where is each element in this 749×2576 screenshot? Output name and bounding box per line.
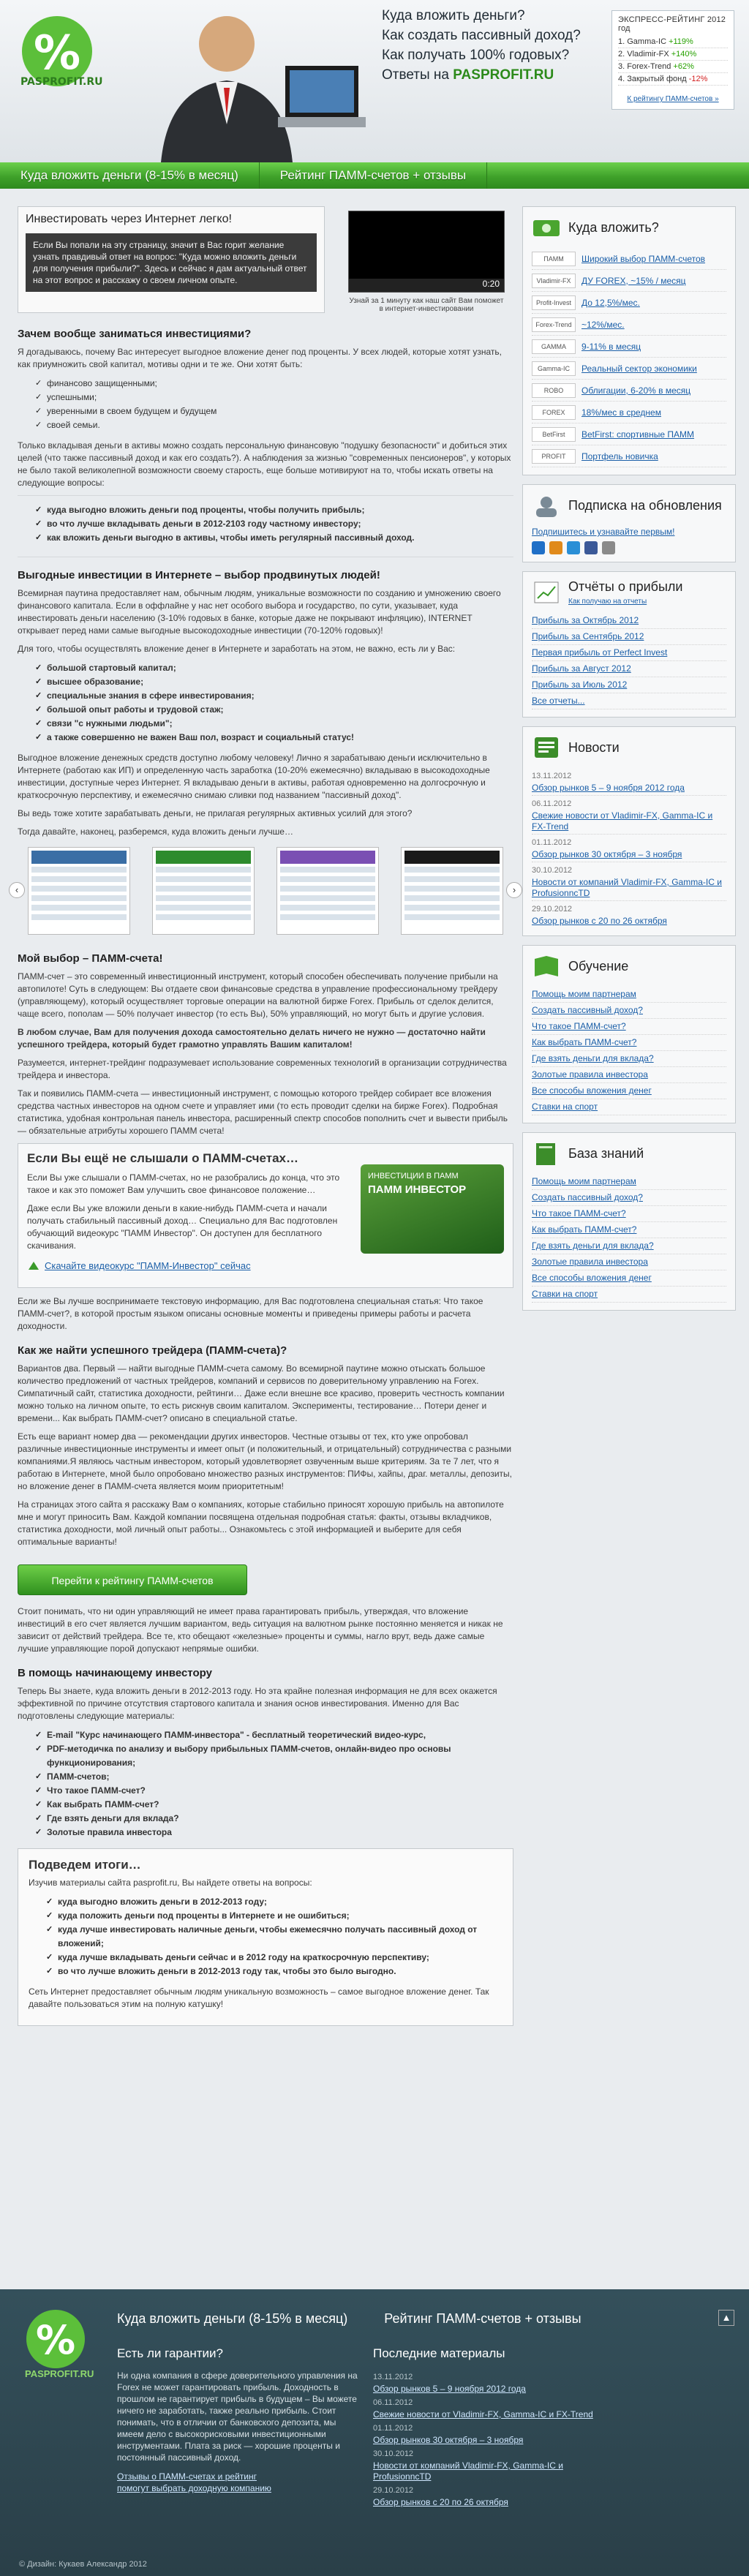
carousel-next-icon[interactable]: › xyxy=(506,882,522,898)
latest-link[interactable]: Обзор рынков с 20 по 26 октября xyxy=(373,2497,508,2507)
facebook-icon[interactable] xyxy=(584,541,598,554)
section-title: В помощь начинающему инвестору xyxy=(18,1667,212,1679)
download-course-link[interactable] xyxy=(27,1259,504,1271)
paragraph: Вы ведь тоже хотите зарабатывать деньги, не прилагая регулярных активных усилий для этого? xyxy=(18,808,413,818)
kb-item[interactable] xyxy=(532,1254,726,1270)
where-item-label[interactable]: Широкий выбор ПАММ-счетов xyxy=(581,253,706,264)
subscribe-icon xyxy=(532,492,561,519)
broker-logo: Forex-Trend xyxy=(532,317,576,332)
report-link[interactable]: Прибыль за Август 2012 xyxy=(532,663,631,674)
kb-link[interactable]: Золотые правила инвестора xyxy=(532,1257,648,1267)
where-item[interactable] xyxy=(532,445,726,467)
where-item-label[interactable]: 18%/мес в среднем xyxy=(581,407,661,418)
list-item: ✓ успешными; xyxy=(35,391,513,404)
list-item: ✓ своей семьи. xyxy=(35,418,513,432)
report-item[interactable] xyxy=(532,613,726,629)
learning-item[interactable] xyxy=(532,1083,726,1099)
pamm-box-title: Если Вы ещё не слышали о ПАММ-счетах… xyxy=(27,1151,299,1165)
news-link[interactable]: Свежие новости от Vladimir-FX, Gamma-IC и FX-Trend xyxy=(532,810,713,832)
list-item: ✓ куда лучше вкладывать деньги сейчас и в 2012 году на краткосрочную перспективу; xyxy=(46,1951,503,1965)
carousel-prev-icon[interactable]: ‹ xyxy=(9,882,25,898)
express-name: 1. Gamma-IC xyxy=(618,37,667,46)
bullet-list xyxy=(35,661,513,745)
chart-icon xyxy=(532,579,561,606)
hero-question: Куда вложить деньги? xyxy=(382,8,525,23)
broker-logo: Gamma-IC xyxy=(532,361,576,376)
paragraph: Есть еще вариант номер два — рекомендации других инвесторов. Честные отзывы от тех, кто уже опробовал различные инвестиционные инструменты и имеет опыт (и положительный, и отрицательный) сотрудничества с разными компаниями.Я являюсь частным инвестором, который удовлетворяет озвученным выше критериям. За те 7 лет, что я работаю в Интернете, мной было опробовано множество разных инструментов: ПИФы, хайпы, драг. металлы, депозиты, но вложение денег в ПАММ-счета является моим приоритетным! xyxy=(18,1431,513,1491)
news-link[interactable]: Обзор рынков 30 октября – 3 ноября xyxy=(532,849,682,859)
broker-logo: FOREX xyxy=(532,405,576,420)
where-item[interactable] xyxy=(532,270,726,292)
kb-item[interactable] xyxy=(532,1222,726,1238)
list-item[interactable]: ✓ Где взять деньги для вклада? xyxy=(35,1812,513,1826)
questions-block xyxy=(18,495,513,557)
answers-prefix: Ответы на xyxy=(382,67,449,83)
footer-logo-text[interactable]: PASPROFIT.RU xyxy=(25,2368,94,2379)
main-content xyxy=(15,206,516,2026)
learning-link[interactable]: Все способы вложения денег xyxy=(532,1085,652,1096)
reports-subtitle-link[interactable]: Как получаю на отчеты xyxy=(568,598,647,606)
where-item[interactable] xyxy=(532,423,726,445)
vk-icon[interactable] xyxy=(532,541,545,554)
screenshot-carousel xyxy=(15,847,516,941)
where-item[interactable] xyxy=(532,248,726,270)
report-link[interactable]: Все отчеты... xyxy=(532,696,585,706)
paragraph: Выгодное вложение денежных средств доступно любому человеку! Лично я зарабатываю деньги исключительно в Интернете (работаю как ИП) и определенную часть заработка (10-20% ежемесячно) вкладываю в высокодоходные инвестиции, доступные через Интернет. Я вкладываю деньги в активы, работая одновременно на долгосрочную и краткосрочную перспективу, и ежемесячно снимаю сливки под названием "пассивный доход". xyxy=(18,753,490,800)
paragraph: ПАММ-счет – это современный инвестиционный инструмент, который способен обеспечивать получение прибыли на автопилоте! Суть в следующем: Вы отдаете свои финансовые средства в управление профессиональному трейдеру (управляющему), который осуществляет торговые операции на валютной бирже Forex. Прибыль от сделок делится, чаще всего, пополам — 50% получает инвестор (то есть Вы), 50% управляющий, но могут быть и другие условия. xyxy=(18,971,498,1019)
latest-link[interactable]: Обзор рынков 5 – 9 ноября 2012 года xyxy=(373,2384,526,2394)
express-rating-title: ЭКСПРЕСС-РЕЙТИНГ 2012 год xyxy=(618,15,726,33)
express-name: 3. Forex-Trend xyxy=(618,62,671,71)
learning-item[interactable] xyxy=(532,1019,726,1035)
list-item: ✓ высшее образование; xyxy=(35,675,513,689)
express-rating-row[interactable] xyxy=(618,36,728,48)
latest-item[interactable] xyxy=(373,2447,614,2483)
video-controls[interactable] xyxy=(349,279,504,292)
learning-box xyxy=(522,945,736,1123)
footer-nav-where-invest[interactable]: Куда вложить деньги (8-15% в месяц) xyxy=(117,2311,348,2326)
kb-item[interactable] xyxy=(532,1238,726,1254)
sidebar xyxy=(522,206,736,1319)
carousel-thumb[interactable] xyxy=(28,847,130,935)
hero-question: Как получать 100% годовых? xyxy=(382,48,570,63)
where-item[interactable] xyxy=(532,314,726,336)
news-date: 30.10.2012 xyxy=(532,866,573,875)
copyright: © Дизайн: Кукаев Александр 2012 xyxy=(19,2560,147,2569)
carousel-thumb[interactable] xyxy=(401,847,503,935)
report-item[interactable] xyxy=(532,645,726,661)
summary-box xyxy=(18,1848,513,2026)
video-duration: 0:20 xyxy=(482,279,500,289)
list-item[interactable]: ✓ Как выбрать ПАММ-счет? xyxy=(35,1798,513,1812)
reports-box xyxy=(522,571,736,718)
pamm-course-box xyxy=(18,1143,513,1288)
where-item-label[interactable]: 9-11% в месяц xyxy=(581,341,641,352)
where-item[interactable] xyxy=(532,402,726,423)
broker-logo: ПАММ xyxy=(532,252,576,266)
kb-link[interactable]: Все способы вложения денег xyxy=(532,1273,652,1283)
learning-link[interactable]: Ставки на спорт xyxy=(532,1101,598,1112)
nav-where-invest[interactable]: Куда вложить деньги (8-15% в месяц) xyxy=(0,162,260,189)
guarantee-text: Ни одна компания в сфере доверительного управления на Forex не может гарантировать прибыль. Доходность в прошлом не гарантирует прибыль в будущем – Вы можете ничего не заработать, также реально прибыль. Стоит понимать, что в отличии от банковского депозита, мы имеем дело с высокорисковыми инвестиционными инструментами. Плата за риск — хорошие проценты и постоянный пассивный доход. xyxy=(117,2370,358,2463)
list-item: ✓ во что лучше вкладывать деньги в 2012-2103 году частному инвестору; xyxy=(35,517,513,531)
report-item[interactable] xyxy=(532,629,726,645)
report-link[interactable]: Прибыль за Октябрь 2012 xyxy=(532,615,639,625)
news-item[interactable] xyxy=(532,901,726,928)
hero-questions xyxy=(382,6,601,85)
paragraph: Если Вы уже слышали о ПАММ-счетах, но не разобрались до конца, что это такое и как это поможет Вам улучшить свое финансовое положение… xyxy=(27,1172,340,1195)
latest-date: 01.11.2012 xyxy=(373,2424,413,2433)
where-item-label[interactable]: Облигации, 6-20% в месяц xyxy=(581,385,691,396)
kb-item[interactable] xyxy=(532,1287,726,1303)
report-link[interactable]: Первая прибыль от Perfect Invest xyxy=(532,647,668,658)
kb-item[interactable] xyxy=(532,1190,726,1206)
list-item: ✓ куда лучше инвестировать наличные деньги, чтобы ежемесячно получать пассивный доход от вложений; xyxy=(46,1923,503,1951)
where-item[interactable] xyxy=(532,358,726,380)
paragraph: Для того, чтобы осуществлять вложение денег в Интернете и заработать на этом, не важно, есть ли у Вас: xyxy=(18,644,456,654)
learning-item[interactable] xyxy=(532,1067,726,1083)
rss-icon[interactable] xyxy=(549,541,562,554)
list-item[interactable]: ✓ PDF-методичка по анализу и выбору прибыльных ПАММ-счетов, онлайн-видео про основы функционирования; xyxy=(35,1742,513,1770)
kb-link[interactable]: Помощь моим партнерам xyxy=(532,1176,636,1186)
broker-logo: GAMMA xyxy=(532,339,576,354)
express-value: -12% xyxy=(688,75,708,83)
list-item: ✓ большой стартовый капитал; xyxy=(35,661,513,675)
hero-answers xyxy=(382,65,601,85)
knowledge-base-box xyxy=(522,1132,736,1311)
kb-link[interactable]: Что такое ПАММ-счет? xyxy=(532,1208,626,1219)
paragraph: Всемирная паутина предоставляет нам, обычным людям, уникальные возможности по созданию и умножению своего финансового капитала. Если в оффлайне у нас нет особого выбора и государство, по сути, указывает, куда инвестировать деньги населению (3-10% годовых в банке, которые даже не покрывают инфляцию), INTERNET открывает перед нами самые выгодные высокодоходные инвестиции (70-120% годовых)! xyxy=(18,588,501,636)
list-item: ✓ уверенными в своем будущем и будущем xyxy=(35,404,513,418)
list-item: ✓ во что лучше вложить деньги в 2012-2013 году так, чтобы это было выгодно. xyxy=(46,1965,503,1978)
intro-text: Если Вы попали на эту страницу, значит в Вас горит желание узнать правдивый ответ на вопрос: "Куда можно вложить деньги для получения прибыли?". Здесь и сейчас я дам актуальный ответ на этот вопрос и расскажу о своем личном опыте. xyxy=(26,233,317,292)
where-item[interactable] xyxy=(532,336,726,358)
learning-link[interactable]: Золотые правила инвестора xyxy=(532,1069,648,1080)
kb-link[interactable]: Где взять деньги для вклада? xyxy=(532,1240,654,1251)
hero-question: Как создать пассивный доход? xyxy=(382,28,581,43)
where-item[interactable] xyxy=(532,292,726,314)
latest-link[interactable]: Свежие новости от Vladimir-FX, Gamma-IC и FX-Trend xyxy=(373,2409,593,2419)
news-box xyxy=(522,726,736,936)
broker-logo: Profit-Invest xyxy=(532,295,576,310)
where-item-label[interactable]: ДУ FOREX, ~15% / месяц xyxy=(581,275,686,286)
video-caption: Узнай за 1 минуту как наш сайт Вам поможет в интернет-инвестировании xyxy=(349,297,504,313)
express-rating-link[interactable]: К рейтингу ПАММ-счетов » xyxy=(627,95,719,103)
news-date: 13.11.2012 xyxy=(532,772,572,780)
learning-title: Обучение xyxy=(568,958,629,973)
subscribe-link[interactable]: Подпишитесь и узнавайте первым! xyxy=(532,527,675,537)
learning-item[interactable] xyxy=(532,1051,726,1067)
paragraph: Тогда давайте, наконец, разберемся, куда вложить деньги лучше… xyxy=(18,826,293,837)
paragraph: Даже если Вы уже вложили деньги в какие-нибудь ПАММ-счета и начали получать стабильный пассивный доход… Специально для Вас подготовлен обучающий видеокурс "ПАММ Инвестор". Он доступен для бесплатного скачивания. xyxy=(27,1203,338,1251)
download-course-label[interactable]: Скачайте видеокурс "ПАММ-Инвестор" сейчас xyxy=(45,1259,251,1271)
learning-item[interactable] xyxy=(532,1099,726,1115)
latest-title: Последние материалы xyxy=(373,2346,505,2360)
site-footer xyxy=(0,2289,749,2576)
where-item-label[interactable]: До 12,5%/мес. xyxy=(581,297,640,308)
learning-link[interactable]: Как выбрать ПАММ-счет? xyxy=(532,1037,637,1047)
news-item[interactable] xyxy=(532,862,726,901)
report-item[interactable] xyxy=(532,677,726,693)
where-item-label[interactable]: Портфель новичка xyxy=(581,451,658,462)
list-item: ✓ большой опыт работы и трудовой стаж; xyxy=(35,703,513,717)
kb-item[interactable] xyxy=(532,1174,726,1190)
mail-icon[interactable] xyxy=(602,541,615,554)
news-item[interactable] xyxy=(532,835,726,862)
kb-link[interactable]: Как выбрать ПАММ-счет? xyxy=(532,1224,637,1235)
news-date: 06.11.2012 xyxy=(532,799,572,808)
learning-link[interactable]: Что такое ПАММ-счет? xyxy=(532,1021,626,1031)
where-item-label[interactable]: BetFirst: спортивные ПАММ xyxy=(581,429,695,440)
kb-item[interactable] xyxy=(532,1270,726,1287)
paragraph: Если же Вы лучше воспринимаете текстовую информацию, для Вас подготовлена специальная статья: Что такое ПАММ-счет?, в которой простым языком описаны основные моменты и приведены примеры работы и расчета доходности. xyxy=(18,1296,483,1331)
latest-link[interactable]: Обзор рынков 30 октября – 3 ноября xyxy=(373,2435,524,2445)
carousel-thumb[interactable] xyxy=(276,847,379,935)
paragraph: В любом случае, Вам для получения дохода самостоятельно делать ничего не нужно — достаточно найти успешного трейдера, который будет грамотно управлять Вашим капиталом! xyxy=(18,1027,486,1050)
guarantee-link[interactable]: помогут выбрать доходную компанию xyxy=(117,2483,271,2493)
list-item: ✓ как вложить деньги выгодно в активы, чтобы иметь регулярный пассивный доход. xyxy=(35,531,513,545)
broker-logo: BetFirst xyxy=(532,427,576,442)
kb-link[interactable]: Ставки на спорт xyxy=(532,1289,598,1299)
list-item: ✓ связи "с нужными людьми"; xyxy=(35,717,513,731)
news-link[interactable]: Обзор рынков 5 – 9 ноября 2012 года xyxy=(532,783,685,793)
footer-nav-pamm-rating[interactable]: Рейтинг ПАММ-счетов + отзывы xyxy=(384,2311,581,2326)
svg-text:%: % xyxy=(35,2317,76,2363)
summary-title: Подведем итоги… xyxy=(29,1858,141,1872)
reports-title: Отчёты о прибыли xyxy=(568,579,683,594)
carousel-thumb[interactable] xyxy=(152,847,255,935)
where-item-label[interactable]: ~12%/мес. xyxy=(581,319,625,330)
site-header xyxy=(0,0,749,162)
news-item[interactable] xyxy=(532,796,726,835)
logo-text[interactable]: PASPROFIT.RU xyxy=(20,76,103,88)
twitter-icon[interactable] xyxy=(567,541,580,554)
learning-item[interactable] xyxy=(532,1003,726,1019)
list-item[interactable]: ✓ ПАММ-счетов; xyxy=(35,1770,513,1784)
broker-logo: Vladimir-FX xyxy=(532,274,576,288)
learning-item[interactable] xyxy=(532,1035,726,1051)
express-name: 4. Закрытый фонд xyxy=(618,75,687,83)
pamm-course-image[interactable] xyxy=(361,1164,504,1254)
section-title: Выгодные инвестиции в Интернете – выбор продвинутых людей! xyxy=(18,569,380,581)
learning-link[interactable]: Создать пассивный доход? xyxy=(532,1005,643,1015)
news-date: 29.10.2012 xyxy=(532,905,573,914)
where-item-label[interactable]: Реальный сектор экономики xyxy=(581,363,697,374)
paragraph: Я догадываюсь, почему Вас интересует выгодное вложение денег под проценты. У всех людей, которые хотят узнать, как приумножить свой капитал, мотивы одни и те же. Они хотят быть: xyxy=(18,347,503,369)
pamm-img-title: ПАММ ИНВЕСТОР xyxy=(368,1183,467,1196)
news-title: Новости xyxy=(568,739,620,755)
latest-date: 30.10.2012 xyxy=(373,2449,414,2458)
paragraph: На страницах этого сайта я расскажу Вам о компаниях, которые стабильно приносят хорошую прибыль на автопилоте мне и могут приносить Вам. Каждой компании посвящена отдельная подробная статья: факты, отзывы вкладчиков, статистика доходности, мой личный опыт работы... Ознакомьтесь с этой информацией и выберите для себя оптимальные варианты! xyxy=(18,1499,504,1547)
footer-guarantee xyxy=(117,2346,358,2494)
intro-title: Инвестировать через Интернет легко! xyxy=(26,213,232,225)
latest-item[interactable] xyxy=(373,2421,614,2447)
book-icon xyxy=(532,953,561,979)
guarantee-title: Есть ли гарантии? xyxy=(117,2346,223,2360)
scroll-top-icon[interactable]: ▲ xyxy=(718,2310,734,2326)
bullet-list xyxy=(35,377,513,432)
report-item[interactable] xyxy=(532,693,726,709)
express-value: +140% xyxy=(671,50,697,59)
learning-link[interactable]: Помощь моим партнерам xyxy=(532,989,636,999)
paragraph: Стоит понимать, что ни один управляющий не имеет права гарантировать прибыль, утверждая, что вложение инвестиций в его счет является лучшим вариантом, ведь ситуация на валютном рынке постоянно меняется и никак не зависит от действий трейдера. Все те, кто обещают «железные» проценты и суммы, нагло врут, ведь даже самые лучшие управляющие порой допускают непрямые ошибки. xyxy=(18,1606,503,1654)
top-nav xyxy=(0,162,749,189)
paragraph: Разумеется, интернет-трейдинг подразумевает использование современных технологий в организации сотрудничества трейдера и инвестора. xyxy=(18,1058,507,1080)
paragraph: Только вкладывая деньги в активы можно создать персональную финансовую "подушку безопасности" и добиться этих целей (что также пассивный доход и как его создать?). А наблюдения за жизнью "современных пенсионеров", у которых не было такой великолепной возможности своему старость, еще больше мотивируют на то, чтобы искать ответы на следующие вопросы: xyxy=(18,440,511,488)
express-name: 2. Vladimir-FX xyxy=(618,50,669,59)
section-title: Зачем вообще заниматься инвестициями? xyxy=(18,328,252,340)
broker-logo: ROBO xyxy=(532,383,576,398)
pamm-rating-button[interactable]: Перейти к рейтингу ПАММ-счетов xyxy=(18,1564,247,1595)
bullet-list xyxy=(46,1895,503,1978)
where-item[interactable] xyxy=(532,380,726,402)
list-item: ✓ куда положить деньги под проценты в Интернете и не ошибиться; xyxy=(46,1909,503,1923)
express-rating-row[interactable] xyxy=(618,61,728,73)
list-item: ✓ специальные знания в сфере инвестирования; xyxy=(35,689,513,703)
section-title: Мой выбор – ПАММ-счета! xyxy=(18,952,163,965)
bullet-list xyxy=(35,1728,513,1839)
list-item[interactable]: ✓ Что такое ПАММ-счет? xyxy=(35,1784,513,1798)
answers-brand: PASPROFIT.RU xyxy=(453,67,554,83)
list-item: ✓ финансово защищенными; xyxy=(35,377,513,391)
where-invest-box xyxy=(522,206,736,475)
learning-item[interactable] xyxy=(532,987,726,1003)
list-item: ✓ куда выгодно вложить деньги в 2012-2013 году; xyxy=(46,1895,503,1909)
latest-date: 29.10.2012 xyxy=(373,2486,414,2495)
paragraph: Сеть Интернет предоставляет обычным людям уникальную возможность – самое выгодное вложение денег. Так давайте пользоваться этим на полную катушку! xyxy=(29,1986,489,2009)
latest-link[interactable]: Новости от компаний Vladimir-FX, Gamma-IC и ProfusionncTD xyxy=(373,2460,563,2482)
subscribe-title: Подписка на обновления xyxy=(568,497,722,513)
list-item[interactable]: ✓ Золотые правила инвестора xyxy=(35,1826,513,1839)
kb-link[interactable]: Создать пассивный доход? xyxy=(532,1192,643,1202)
intro-box xyxy=(18,206,325,313)
latest-date: 06.11.2012 xyxy=(373,2398,413,2407)
pamm-img-caption: ИНВЕСТИЦИИ В ПАММ xyxy=(368,1172,459,1180)
laptop-image xyxy=(278,59,366,139)
express-value: +62% xyxy=(673,62,694,71)
express-rating-row[interactable] xyxy=(618,48,728,61)
paragraph: Теперь Вы знаете, куда вложить деньги в 2012-2013 году. Но эта крайне полезная информация не для всех окажется эффективной по причине отсутствия стартового капитала и знания основ инвестирования. Именно для Вас подготовлены следующие материалы: xyxy=(18,1686,497,1721)
news-date: 01.11.2012 xyxy=(532,838,572,847)
express-value: +119% xyxy=(669,37,693,46)
list-item[interactable]: ✓ E-mail "Курс начинающего ПАММ-инвестора" - бесплатный теоретический видео-курс, xyxy=(35,1728,513,1742)
nav-pamm-rating[interactable]: Рейтинг ПАММ-счетов + отзывы xyxy=(260,162,487,189)
list-item: ✓ куда выгодно вложить деньги под проценты, чтобы получить прибыль; xyxy=(35,503,513,517)
folder-icon xyxy=(532,1140,561,1167)
latest-item[interactable] xyxy=(373,2483,614,2509)
guarantee-link[interactable]: Отзывы о ПАММ-счетах и рейтинг xyxy=(117,2471,257,2482)
paragraph: Вариантов два. Первый — найти выгодные ПАММ-счета самому. Во всемирной паутине можно отыскать большое количество предложений от частных трейдеров, компаний и сервисов по доверительному управлению на Forex. Симпатичный сайт, статистика доходности, рейтинги… Даже если внешне все красиво, проверить честность компании можно только на личном опыте, то есть рискнув своим капиталом. Эксперименты, тестирование… Потери денег и времени... Как выбрать ПАММ-счет? описано в специальной статье. xyxy=(18,1363,505,1423)
download-icon xyxy=(27,1259,40,1271)
news-item[interactable] xyxy=(532,768,726,796)
money-icon xyxy=(532,214,561,241)
paragraph: Так и появились ПАММ-счета — инвестиционный инструмент, с помощью которого трейдер собирает все вложения средства частных инвесторов на одном счете и управляет ими (то есть проводит сделки на бирже Forex). Подробная статистика, удобная контрольная панель инвестора, расширенный спектр способов пополнить счет и вывести прибыль — обязательные атрибуты хорошего ПАММ счета! xyxy=(18,1088,508,1136)
express-rating-row[interactable] xyxy=(618,73,728,86)
where-invest-title: Куда вложить? xyxy=(568,219,659,235)
kb-title: База знаний xyxy=(568,1145,644,1161)
paragraph: Изучив материалы сайта pasprofit.ru, Вы найдете ответы на вопросы: xyxy=(29,1878,312,1888)
news-link[interactable]: Новости от компаний Vladimir-FX, Gamma-IC и ProfusionncTD xyxy=(532,877,722,898)
latest-item[interactable] xyxy=(373,2395,614,2421)
report-link[interactable]: Прибыль за Сентябрь 2012 xyxy=(532,631,644,641)
intro-video[interactable] xyxy=(348,211,505,293)
broker-logo: PROFIT xyxy=(532,449,576,464)
news-icon xyxy=(532,734,561,761)
latest-date: 13.11.2012 xyxy=(373,2373,413,2381)
latest-item[interactable] xyxy=(373,2370,614,2395)
section-title: Как же найти успешного трейдера (ПАММ-счета)? xyxy=(18,1344,287,1357)
news-link[interactable]: Обзор рынков с 20 по 26 октября xyxy=(532,916,667,926)
learning-link[interactable]: Где взять деньги для вклада? xyxy=(532,1053,654,1063)
kb-item[interactable] xyxy=(532,1206,726,1222)
list-item: ✓ а также совершенно не важен Ваш пол, возраст и социальный статус! xyxy=(35,731,513,745)
footer-latest xyxy=(373,2346,614,2509)
report-item[interactable] xyxy=(532,661,726,677)
subscribe-box xyxy=(522,484,736,562)
svg-text:%: % xyxy=(33,26,81,80)
footer-logo-icon[interactable] xyxy=(19,2304,92,2377)
report-link[interactable]: Прибыль за Июль 2012 xyxy=(532,679,628,690)
